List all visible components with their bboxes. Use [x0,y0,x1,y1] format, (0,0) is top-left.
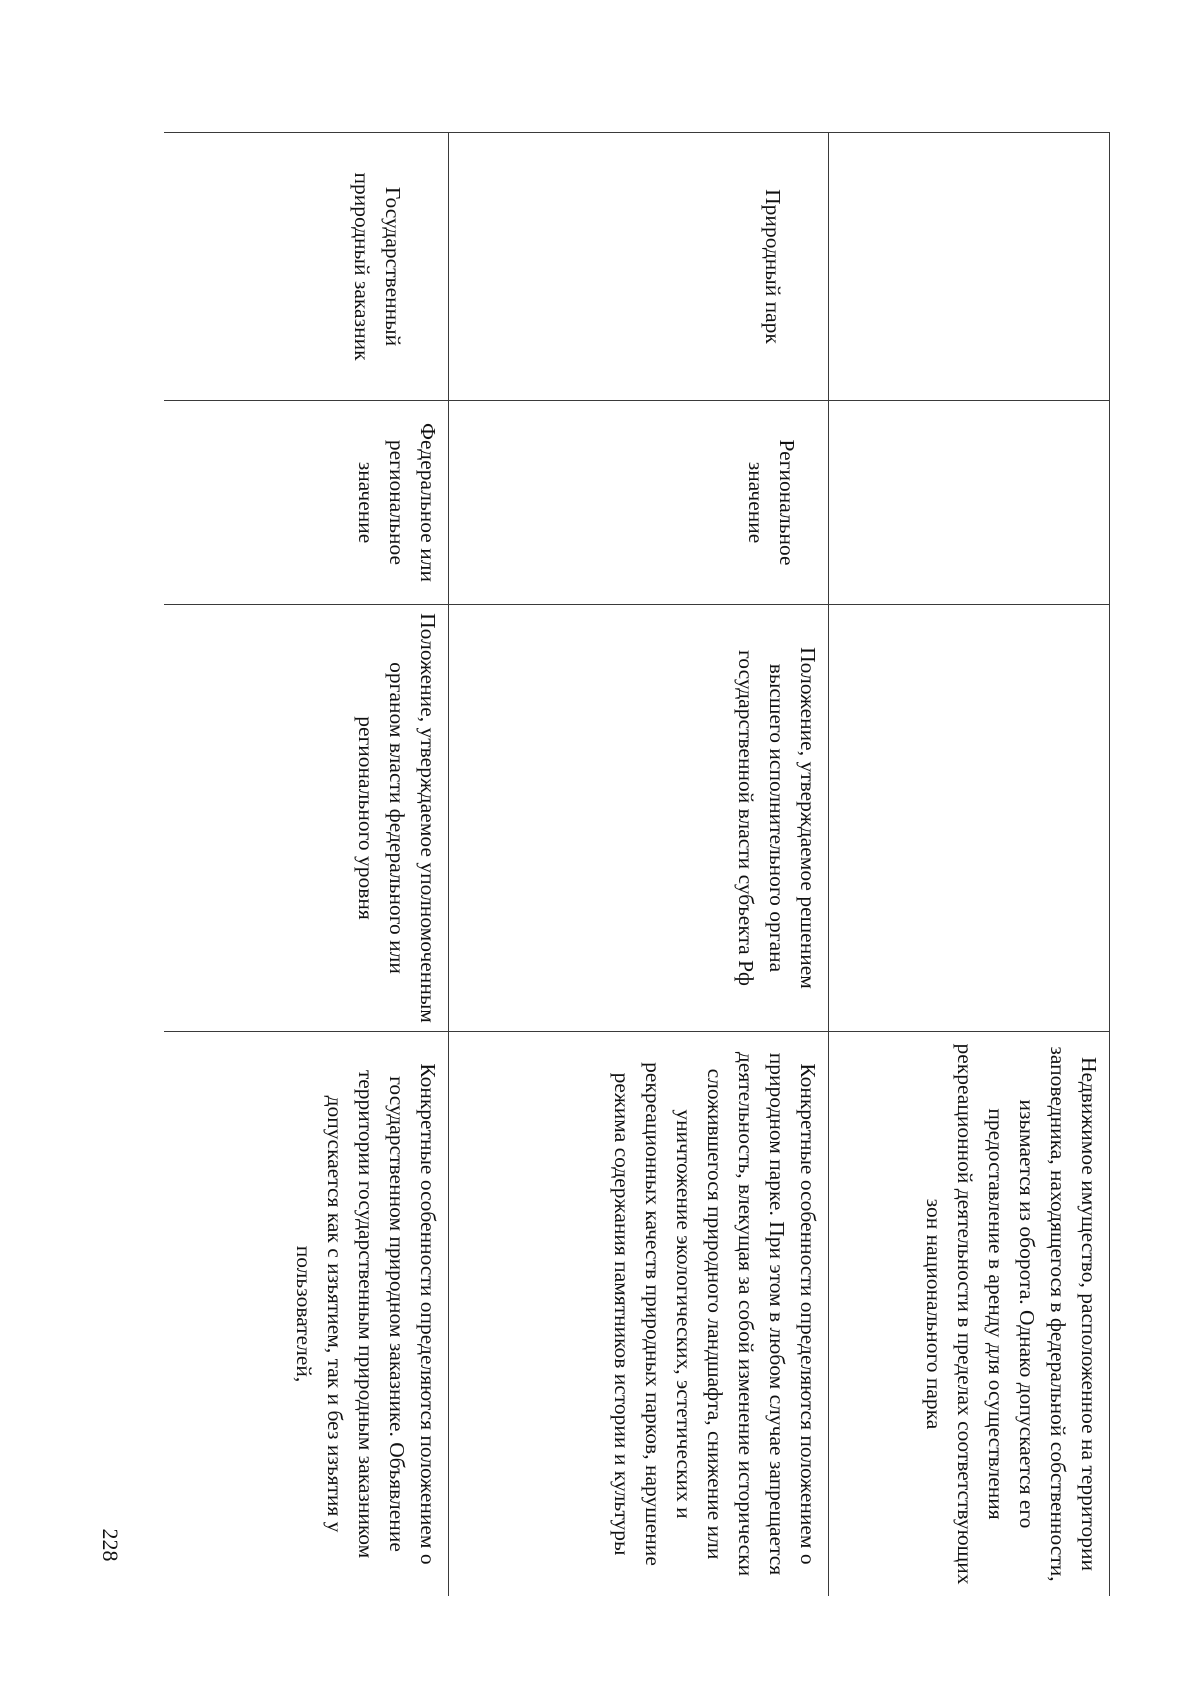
rotated-table-container [164,132,1110,1596]
regulation-cell: Положение, утверждаемое уполномоченным органом власти федерального или регионального уровня [164,605,449,1032]
area-name-cell: Государственный природный заказник [164,133,449,401]
regulation-cell: Положение, утверждаемое решением высшего исполнительного органа государственной власти субъекта Рф [449,605,829,1032]
table-row-continuation [829,133,1110,1597]
document-page [164,132,1110,1596]
page-number: 228 [98,1528,123,1562]
features-cell: Конкретные особенности определяются положением о государственном природном заказнике. Объявление территории государственным природным заказником допускается как с изъятием, так и без изъятия у пользователей, [164,1032,449,1597]
significance-cell: Федеральное или региональное значение [164,401,449,605]
significance-cell [829,401,1110,605]
area-name-cell: Природный парк [449,133,829,401]
table-row-nature-reserve [164,133,449,1597]
regulation-cell [829,605,1110,1032]
significance-cell: Региональное значение [449,401,829,605]
protected-areas-table [164,132,1110,1596]
features-cell: Недвижимое имущество, расположенное на территории заповедника, находящегося в федеральной собственности, изымается из оборота. Однако допускается его предоставление в аренду для осуществления рекреационной деятельности в пределах соответствующих зон национального парка [829,1032,1110,1597]
area-name-cell [829,133,1110,401]
table-row-nature-park [449,133,829,1597]
features-cell: Конкретные особенности определяются положением о природном парке. При этом в любом случае запрещается деятельность, влекущая за собой изменение исторически сложившегося природного ландшафта, снижение или уничтожение экологических, эстетических и рекреационных качеств природных парков, нарушение режима содержания памятников истории и культуры [449,1032,829,1597]
